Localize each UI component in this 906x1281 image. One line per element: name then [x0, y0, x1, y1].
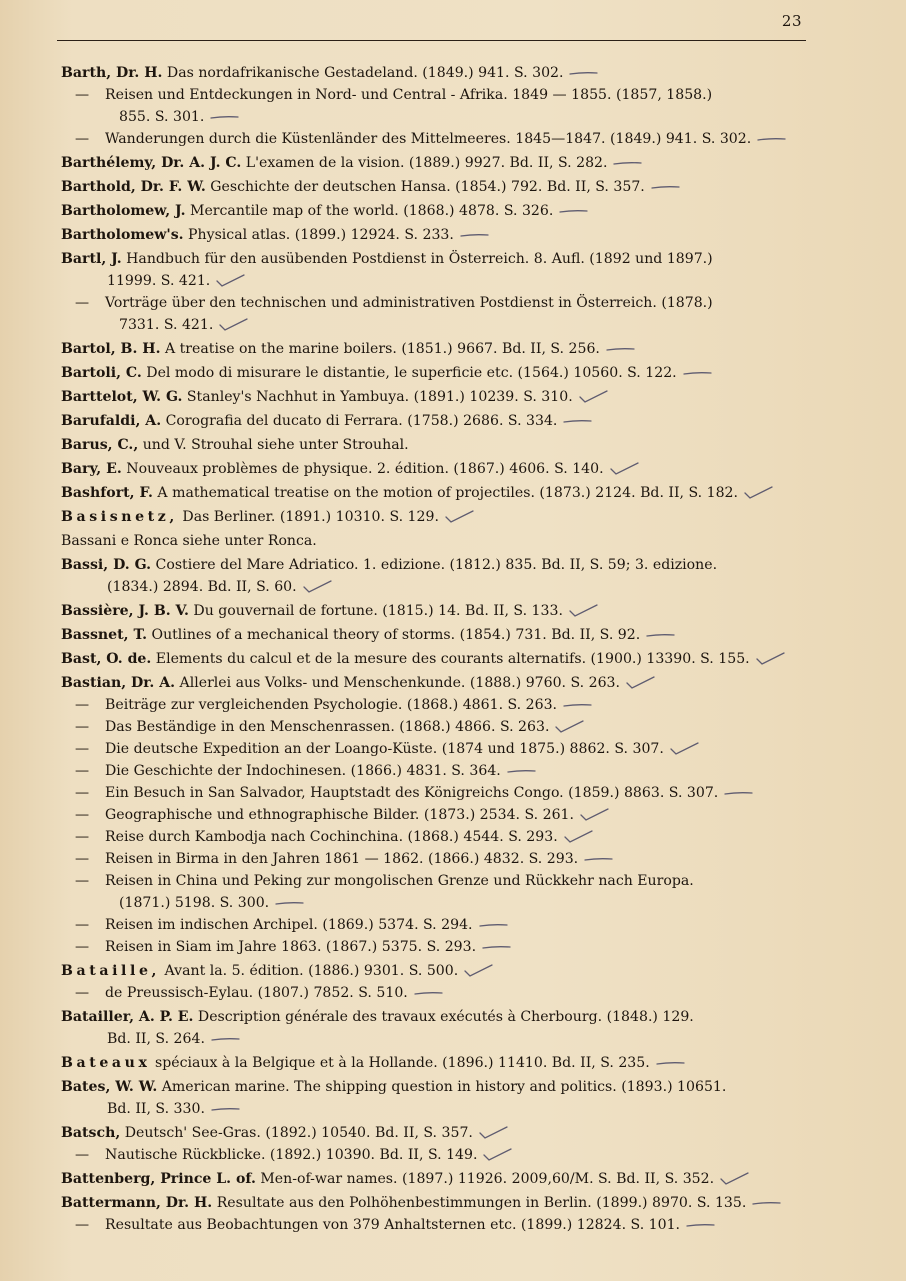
entry-line	[61, 386, 821, 408]
entry-text: Resultate aus Beobachtungen von 379 Anhaltsternen etc. (1899.) 12824. S. 101.	[105, 1217, 681, 1233]
tick-dash-icon	[458, 228, 492, 242]
checkmark-icon	[754, 652, 788, 666]
catalog-subentry	[61, 1144, 821, 1166]
ditto-dash: —	[75, 1217, 90, 1233]
entry-continuation	[61, 1028, 821, 1050]
entry-line	[75, 804, 821, 826]
ditto-dash: —	[75, 719, 90, 735]
checkmark-icon	[214, 274, 248, 288]
entry-author: Battenberg, Prince L. of.	[61, 1171, 256, 1187]
catalog-entry	[61, 176, 821, 198]
entry-text: Costiere del Mare Adriatico. 1. edizione. (1812.) 835. Bd. II, S. 59; 3. edizione.	[155, 557, 718, 573]
entry-line	[75, 914, 821, 936]
entry-author: Barthélemy, Dr. A. J. C.	[61, 155, 242, 171]
ditto-dash: —	[75, 1147, 90, 1163]
catalog-entry	[61, 224, 821, 246]
entry-text: Reisen und Entdeckungen in Nord- und Central - Afrika. 1849 — 1855. (1857, 1858.)	[105, 87, 713, 103]
catalog-entry	[61, 248, 821, 292]
entry-text: Vorträge über den technischen und administrativen Postdienst in Österreich. (1878.)	[105, 295, 713, 311]
entry-line	[61, 506, 821, 528]
entry-line	[61, 482, 821, 504]
tick-dash-icon	[477, 918, 511, 932]
entry-line	[75, 782, 821, 804]
catalog-subentry	[61, 84, 821, 128]
entry-continuation	[75, 106, 821, 128]
entry-line	[61, 530, 821, 552]
entry-text: Allerlei aus Volks- und Menschenkunde. (1888.) 9760. S. 263.	[179, 675, 621, 691]
entry-author: Barthold, Dr. F. W.	[61, 179, 206, 195]
entry-author: Bartoli, C.	[61, 365, 142, 381]
entry-text: Geographische und ethnographische Bilder. (1873.) 2534. S. 261.	[105, 807, 574, 823]
tick-dash-icon	[681, 366, 715, 380]
entry-text: Wanderungen durch die Küstenländer des Mittelmeeres. 1845—1847. (1849.) 941. S. 302.	[105, 131, 752, 147]
entry-text: de Preussisch-Eylau. (1807.) 7852. S. 510.	[105, 985, 408, 1001]
entry-line	[75, 1214, 821, 1236]
tick-dash-icon	[654, 1056, 688, 1070]
catalog-entry	[61, 434, 821, 456]
catalog-entry	[61, 338, 821, 360]
entry-text: Handbuch für den ausübenden Postdienst in Österreich. 8. Aufl. (1892 und 1897.)	[126, 251, 713, 267]
checkmark-icon	[578, 808, 612, 822]
tick-dash-icon	[567, 66, 601, 80]
catalog-entry	[61, 1006, 821, 1050]
ditto-dash: —	[75, 741, 90, 757]
checkmark-icon	[462, 964, 496, 978]
entry-line	[61, 200, 821, 222]
tick-dash-icon	[209, 1032, 243, 1046]
entry-author: Bates, W. W.	[61, 1079, 158, 1095]
ditto-dash: —	[75, 873, 90, 889]
entry-text: Men-of-war names. (1897.) 11926. 2009,60/M. S. Bd. II, S. 352.	[260, 1171, 715, 1187]
entry-line	[61, 410, 821, 432]
entry-line	[75, 936, 821, 958]
entry-text: Bd. II, S. 330.	[107, 1101, 205, 1117]
catalog-subentry	[61, 936, 821, 958]
entry-text: Die Geschichte der Indochinesen. (1866.) 4831. S. 364.	[105, 763, 501, 779]
entry-continuation	[75, 892, 821, 914]
catalog-entry	[61, 1076, 821, 1120]
tick-dash-icon	[209, 1102, 243, 1116]
entry-author: Barttelot, W. G.	[61, 389, 183, 405]
entry-author: Bartol, B. H.	[61, 341, 161, 357]
tick-dash-icon	[208, 110, 242, 124]
entry-line	[75, 716, 821, 738]
entry-continuation	[61, 576, 821, 598]
tick-dash-icon	[750, 1196, 784, 1210]
entry-line	[75, 982, 821, 1004]
tick-dash-icon	[722, 786, 756, 800]
catalog-entry	[61, 624, 821, 646]
entry-line	[61, 248, 821, 270]
entry-author: Bataille,	[61, 963, 161, 979]
header-rule	[57, 40, 806, 41]
entry-continuation	[61, 1098, 821, 1120]
catalog-entry	[61, 152, 821, 174]
ditto-dash: —	[75, 763, 90, 779]
ditto-dash: —	[75, 87, 90, 103]
catalog-entry	[61, 672, 821, 694]
ditto-dash: —	[75, 829, 90, 845]
entry-text: Das nordafrikanische Gestadeland. (1849.) 941. S. 302.	[166, 65, 564, 81]
entry-text: Bd. II, S. 264.	[107, 1031, 205, 1047]
entry-text: A treatise on the marine boilers. (1851.) 9667. Bd. II, S. 256.	[164, 341, 600, 357]
entry-text: A mathematical treatise on the motion of projectiles. (1873.) 2124. Bd. II, S. 182.	[157, 485, 739, 501]
entry-line	[61, 600, 821, 622]
entry-text: (1871.) 5198. S. 300.	[119, 895, 270, 911]
catalog-entry	[61, 1052, 821, 1074]
entry-text: American marine. The shipping question in history and politics. (1893.) 10651.	[161, 1079, 727, 1095]
tick-dash-icon	[412, 986, 446, 1000]
entry-text: Reisen in China und Peking zur mongolischen Grenze und Rückkehr nach Europa.	[105, 873, 694, 889]
catalog-subentry	[61, 782, 821, 804]
entry-line	[61, 624, 821, 646]
entry-author: Batsch,	[61, 1125, 121, 1141]
catalog-entry	[61, 506, 821, 528]
entry-author: Bast, O. de.	[61, 651, 152, 667]
catalog-entry	[61, 648, 821, 670]
entry-line	[75, 760, 821, 782]
entry-text: Du gouvernail de fortune. (1815.) 14. Bd. II, S. 133.	[193, 603, 563, 619]
entry-line	[75, 848, 821, 870]
entry-line	[61, 648, 821, 670]
catalog-entry	[61, 1192, 821, 1214]
entry-line	[61, 62, 821, 84]
checkmark-icon	[608, 462, 642, 476]
entry-text: Elements du calcul et de la mesure des courants alternatifs. (1900.) 13390. S. 155.	[155, 651, 750, 667]
checkmark-icon	[742, 486, 776, 500]
catalog-entries	[61, 62, 821, 1236]
tick-dash-icon	[604, 342, 638, 356]
entry-line	[61, 224, 821, 246]
catalog-entry	[61, 410, 821, 432]
ditto-dash: —	[75, 697, 90, 713]
entry-text: Das Beständige in den Menschenrassen. (1868.) 4866. S. 263.	[105, 719, 550, 735]
entry-text: Stanley's Nachhut in Yambuya. (1891.) 10239. S. 310.	[186, 389, 573, 405]
entry-continuation	[61, 270, 821, 292]
entry-author: Bashfort, F.	[61, 485, 153, 501]
checkmark-icon	[477, 1126, 511, 1140]
checkmark-icon	[562, 830, 596, 844]
catalog-subentry	[61, 914, 821, 936]
ditto-dash: —	[75, 939, 90, 955]
entry-author: Bassani	[61, 533, 117, 549]
entry-line	[61, 1076, 821, 1098]
entry-line	[75, 84, 821, 106]
entry-author: Battermann, Dr. H.	[61, 1195, 213, 1211]
entry-text: (1834.) 2894. Bd. II, S. 60.	[107, 579, 297, 595]
entry-line	[61, 362, 821, 384]
entry-author: Bassière, J. B. V.	[61, 603, 189, 619]
entry-text: Ein Besuch in San Salvador, Hauptstadt des Königreichs Congo. (1859.) 8863. S. 307.	[105, 785, 719, 801]
catalog-entry	[61, 200, 821, 222]
catalog-entry	[61, 1168, 821, 1190]
tick-dash-icon	[561, 414, 595, 428]
tick-dash-icon	[273, 896, 307, 910]
entry-author: Barus, C.,	[61, 437, 139, 453]
catalog-entry	[61, 62, 821, 84]
entry-text: Avant la. 5. édition. (1886.) 9301. S. 500.	[164, 963, 459, 979]
page-number: 23	[781, 12, 802, 30]
catalog-subentry	[61, 694, 821, 716]
entry-author: Barth, Dr. H.	[61, 65, 163, 81]
checkmark-icon	[624, 676, 658, 690]
catalog-subentry	[61, 716, 821, 738]
catalog-subentry	[61, 1214, 821, 1236]
entry-author: Barufaldi, A.	[61, 413, 162, 429]
entry-text: L'examen de la vision. (1889.) 9927. Bd. II, S. 282.	[245, 155, 608, 171]
entry-author: Batailler, A. P. E.	[61, 1009, 194, 1025]
entry-author: Bartl, J.	[61, 251, 122, 267]
entry-continuation	[75, 314, 821, 336]
entry-text: 7331. S. 421.	[119, 317, 214, 333]
catalog-entry	[61, 458, 821, 480]
entry-author: Bassi, D. G.	[61, 557, 152, 573]
tick-dash-icon	[644, 628, 678, 642]
entry-text: Del modo di misurare le distantie, le superficie etc. (1564.) 10560. S. 122.	[146, 365, 677, 381]
entry-text: und V. Strouhal siehe unter Strouhal.	[142, 437, 409, 453]
catalog-entry	[61, 554, 821, 598]
catalog-subentry	[61, 760, 821, 782]
entry-line	[61, 458, 821, 480]
entry-line	[61, 152, 821, 174]
ditto-dash: —	[75, 807, 90, 823]
entry-author: Basisnetz,	[61, 509, 178, 525]
ditto-dash: —	[75, 851, 90, 867]
catalog-subentry	[61, 848, 821, 870]
entry-text: Reisen im indischen Archipel. (1869.) 5374. S. 294.	[105, 917, 473, 933]
entry-line	[75, 1144, 821, 1166]
entry-author: Bartholomew's.	[61, 227, 184, 243]
tick-dash-icon	[582, 852, 616, 866]
entry-text: Physical atlas. (1899.) 12924. S. 233.	[188, 227, 454, 243]
entry-text: Reise durch Kambodja nach Cochinchina. (1868.) 4544. S. 293.	[105, 829, 558, 845]
checkmark-icon	[577, 390, 611, 404]
catalog-subentry	[61, 128, 821, 150]
entry-text: Die deutsche Expedition an der Loango-Küste. (1874 und 1875.) 8862. S. 307.	[105, 741, 664, 757]
entry-line	[75, 738, 821, 760]
checkmark-icon	[443, 510, 477, 524]
checkmark-icon	[668, 742, 702, 756]
checkmark-icon	[301, 580, 335, 594]
catalog-entry	[61, 600, 821, 622]
entry-line	[61, 338, 821, 360]
entry-line	[61, 1168, 821, 1190]
checkmark-icon	[718, 1172, 752, 1186]
tick-dash-icon	[611, 156, 645, 170]
entry-line	[75, 870, 821, 892]
ditto-dash: —	[75, 295, 90, 311]
catalog-subentry	[61, 870, 821, 914]
entry-text: 11999. S. 421.	[107, 273, 211, 289]
entry-line	[61, 1122, 821, 1144]
catalog-subentry	[61, 982, 821, 1004]
entry-text: Geschichte der deutschen Hansa. (1854.) 792. Bd. II, S. 357.	[210, 179, 645, 195]
ditto-dash: —	[75, 785, 90, 801]
tick-dash-icon	[505, 764, 539, 778]
entry-text: 855. S. 301.	[119, 109, 205, 125]
entry-author: Bartholomew, J.	[61, 203, 186, 219]
entry-text: Nouveaux problèmes de physique. 2. édition. (1867.) 4606. S. 140.	[126, 461, 604, 477]
tick-dash-icon	[649, 180, 683, 194]
entry-text: Corografia del ducato di Ferrara. (1758.) 2686. S. 334.	[165, 413, 558, 429]
checkmark-icon	[481, 1148, 515, 1162]
entry-text: Beiträge zur vergleichenden Psychologie. (1868.) 4861. S. 263.	[105, 697, 558, 713]
tick-dash-icon	[557, 204, 591, 218]
tick-dash-icon	[480, 940, 514, 954]
entry-line	[61, 176, 821, 198]
catalog-entry	[61, 362, 821, 384]
entry-author: Bastian, Dr. A.	[61, 675, 176, 691]
entry-line	[75, 292, 821, 314]
entry-line	[61, 554, 821, 576]
catalog-subentry	[61, 738, 821, 760]
ditto-dash: —	[75, 985, 90, 1001]
entry-text: spéciaux à la Belgique et à la Hollande. (1896.) 11410. Bd. II, S. 235.	[155, 1055, 650, 1071]
catalog-entry	[61, 530, 821, 552]
entry-line	[61, 1006, 821, 1028]
entry-author: Bassnet, T.	[61, 627, 148, 643]
catalog-entry	[61, 482, 821, 504]
entry-text: Reisen in Siam im Jahre 1863. (1867.) 5375. S. 293.	[105, 939, 477, 955]
checkmark-icon	[217, 318, 251, 332]
checkmark-icon	[567, 604, 601, 618]
entry-text: Mercantile map of the world. (1868.) 4878. S. 326.	[190, 203, 554, 219]
entry-text: Deutsch' See-Gras. (1892.) 10540. Bd. II, S. 357.	[124, 1125, 473, 1141]
catalog-entry	[61, 960, 821, 982]
entry-line	[61, 1052, 821, 1074]
entry-text: e Ronca siehe unter Ronca.	[120, 533, 317, 549]
catalog-subentry	[61, 804, 821, 826]
tick-dash-icon	[684, 1218, 718, 1232]
entry-text: Outlines of a mechanical theory of storms. (1854.) 731. Bd. II, S. 92.	[151, 627, 641, 643]
entry-line	[75, 694, 821, 716]
entry-line	[75, 128, 821, 150]
entry-author: Bateaux	[61, 1055, 151, 1071]
catalog-subentry	[61, 826, 821, 848]
tick-dash-icon	[561, 698, 595, 712]
entry-line	[61, 1192, 821, 1214]
entry-line	[61, 672, 821, 694]
tick-dash-icon	[755, 132, 789, 146]
catalog-entry	[61, 386, 821, 408]
catalog-entry	[61, 1122, 821, 1144]
entry-text: Description générale des travaux exécutés à Cherbourg. (1848.) 129.	[197, 1009, 694, 1025]
entry-line	[61, 434, 821, 456]
entry-author: Bary, E.	[61, 461, 122, 477]
entry-text: Resultate aus den Polhöhenbestimmungen in Berlin. (1899.) 8970. S. 135.	[216, 1195, 747, 1211]
catalog-subentry	[61, 292, 821, 336]
entry-text: Reisen in Birma in den Jahren 1861 — 1862. (1866.) 4832. S. 293.	[105, 851, 579, 867]
ditto-dash: —	[75, 917, 90, 933]
checkmark-icon	[553, 720, 587, 734]
entry-line	[61, 960, 821, 982]
entry-line	[75, 826, 821, 848]
entry-text: Nautische Rückblicke. (1892.) 10390. Bd. II, S. 149.	[105, 1147, 478, 1163]
entry-text: Das Berliner. (1891.) 10310. S. 129.	[182, 509, 439, 525]
ditto-dash: —	[75, 131, 90, 147]
